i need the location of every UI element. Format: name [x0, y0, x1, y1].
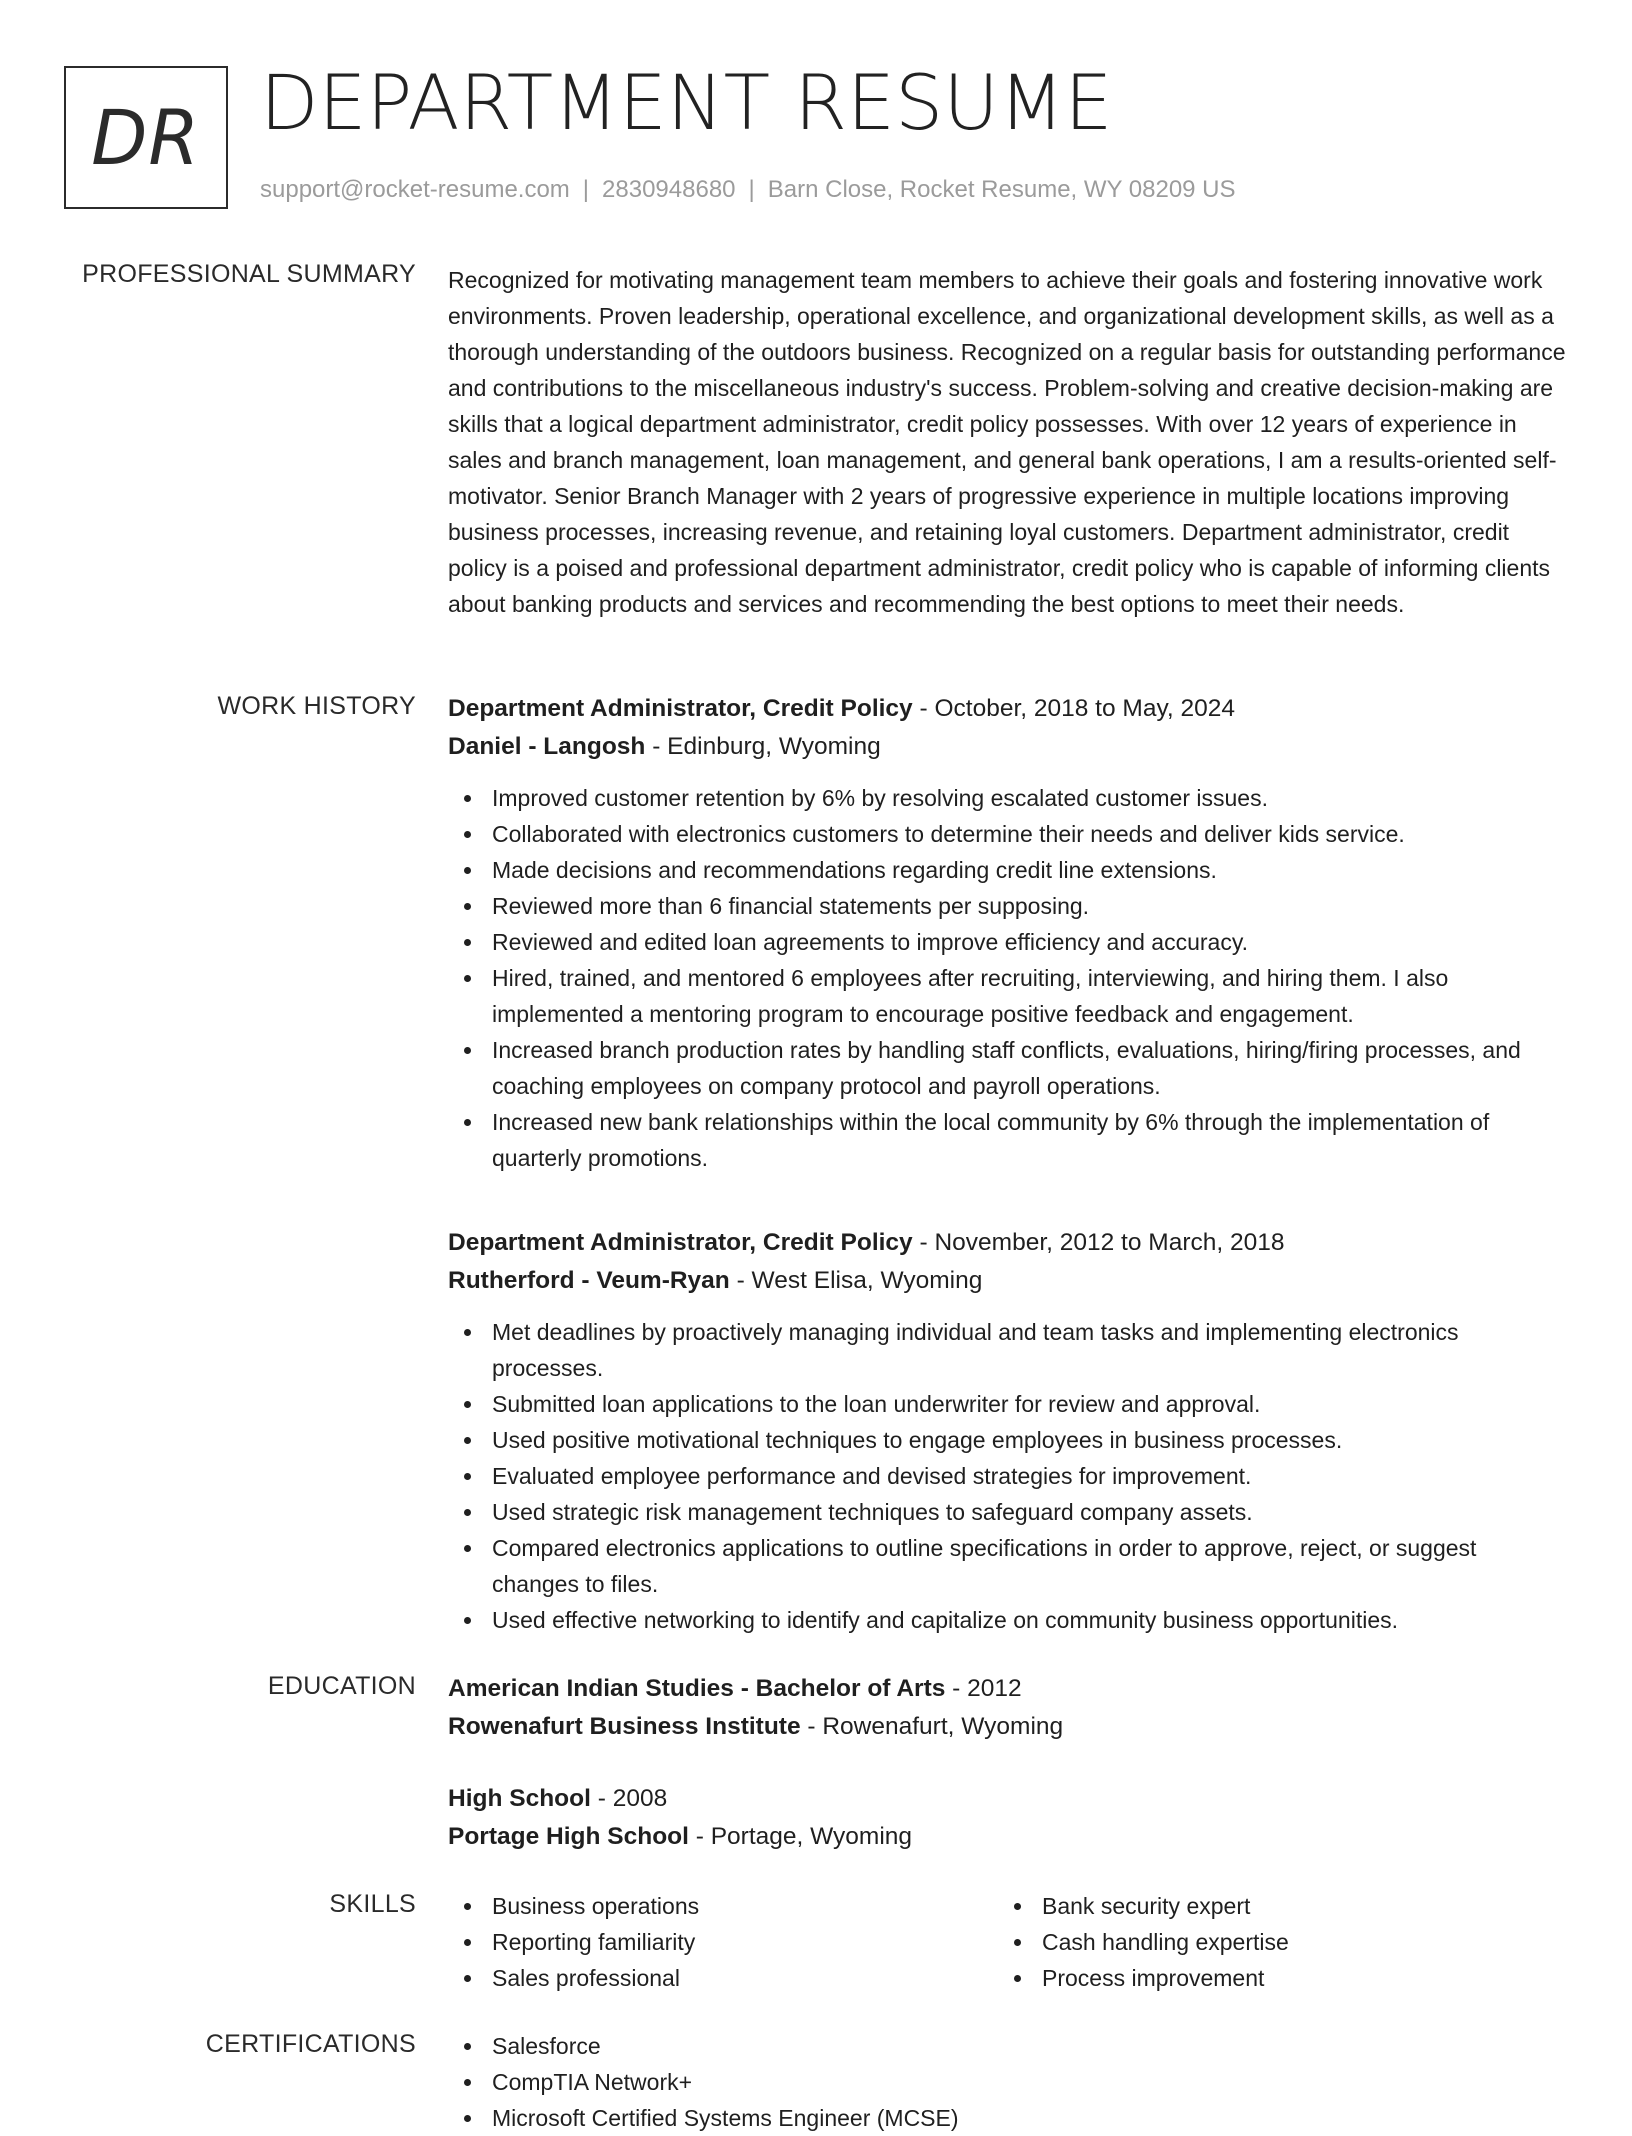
job-bullet: Submitted loan applications to the loan underwriter for review and approval.: [448, 1386, 1568, 1422]
skills-list-right: [998, 1888, 1548, 1996]
section-label-summary: PROFESSIONAL SUMMARY: [82, 260, 416, 288]
job-bullet: Collaborated with electronics customers to determine their needs and deliver kids service.: [448, 816, 1568, 852]
skill-item: Sales professional: [448, 1960, 998, 1996]
education-location: - Rowenafurt, Wyoming: [800, 1713, 1064, 1740]
certifications-list: [448, 2028, 1568, 2136]
education-school-line: [448, 1708, 1568, 1746]
contact-line: [260, 176, 1236, 204]
job-bullet: Used positive motivational techniques to engage employees in business processes.: [448, 1422, 1568, 1458]
education-school: Portage High School: [448, 1823, 689, 1850]
job-dates: - November, 2012 to March, 2018: [912, 1229, 1285, 1256]
job-bullet: Reviewed more than 6 financial statements per supposing.: [448, 888, 1568, 924]
job-bullet: Used strategic risk management techniques to safeguard company assets.: [448, 1494, 1568, 1530]
skills-list-left: [448, 1888, 998, 1996]
monogram-box: [64, 66, 228, 209]
certification-item: Microsoft Certified Systems Engineer (MCSE): [448, 2100, 1568, 2136]
education-school: Rowenafurt Business Institute: [448, 1713, 801, 1740]
contact-email: support@rocket-resume.com: [260, 176, 570, 203]
job-bullet: Improved customer retention by 6% by resolving escalated customer issues.: [448, 780, 1568, 816]
contact-separator: |: [748, 176, 755, 203]
certification-item: Salesforce: [448, 2028, 1568, 2064]
job-location: - West Elisa, Wyoming: [729, 1267, 983, 1294]
job-entry: [448, 1224, 1568, 1638]
section-label-work-history: WORK HISTORY: [217, 692, 416, 720]
job-bullet: Compared electronics applications to outline specifications in order to approve, reject, or suggest changes to files.: [448, 1530, 1568, 1602]
job-bullet: Met deadlines by proactively managing individual and team tasks and implementing electronics processes.: [448, 1314, 1568, 1386]
job-location: - Edinburg, Wyoming: [645, 733, 881, 760]
education-school-line: [448, 1818, 1568, 1856]
education-year: - 2012: [945, 1675, 1022, 1702]
job-bullets: [448, 1314, 1568, 1638]
education-degree: American Indian Studies - Bachelor of Arts: [448, 1675, 946, 1702]
education-degree-line: [448, 1780, 1568, 1818]
skill-item: Reporting familiarity: [448, 1924, 998, 1960]
skill-item: Business operations: [448, 1888, 998, 1924]
section-label-certifications: CERTIFICATIONS: [205, 2030, 416, 2058]
job-dates: - October, 2018 to May, 2024: [912, 695, 1236, 722]
contact-phone: 2830948680: [602, 176, 736, 203]
job-company-line: [448, 728, 1568, 766]
skill-item: Cash handling expertise: [998, 1924, 1548, 1960]
education-degree-line: [448, 1670, 1568, 1708]
certifications-body: [448, 2028, 1568, 2136]
job-title-line: [448, 1224, 1568, 1262]
contact-address: Barn Close, Rocket Resume, WY 08209 US: [767, 176, 1236, 203]
monogram-initials: DR: [91, 93, 201, 182]
certification-item: CompTIA Network+: [448, 2064, 1568, 2100]
education-year: - 2008: [590, 1785, 668, 1812]
job-title: Department Administrator, Credit Policy: [448, 695, 913, 722]
job-bullet: Increased branch production rates by handling staff conflicts, evaluations, hiring/firing processes, and coaching employees on company protocol and payroll operations.: [448, 1032, 1568, 1104]
job-company: Rutherford - Veum-Ryan: [448, 1267, 730, 1294]
education-entry: [448, 1670, 1568, 1746]
job-bullet: Used effective networking to identify and capitalize on community business opportunities.: [448, 1602, 1568, 1638]
job-company: Daniel - Langosh: [448, 733, 646, 760]
education-entry: [448, 1780, 1568, 1856]
education-location: - Portage, Wyoming: [688, 1823, 913, 1850]
skill-item: Bank security expert: [998, 1888, 1548, 1924]
education-degree: High School: [448, 1785, 591, 1812]
section-label-skills: SKILLS: [329, 1890, 416, 1918]
job-company-line: [448, 1262, 1568, 1300]
contact-separator: |: [582, 176, 590, 203]
job-bullet: Made decisions and recommendations regarding credit line extensions.: [448, 852, 1568, 888]
job-bullet: Hired, trained, and mentored 6 employees after recruiting, interviewing, and hiring them. I also implemented a mentoring program to encourage positive feedback and engagement.: [448, 960, 1568, 1032]
job-bullet: Reviewed and edited loan agreements to improve efficiency and accuracy.: [448, 924, 1568, 960]
resume-name: DEPARTMENT RESUME: [260, 58, 1113, 147]
job-title: Department Administrator, Credit Policy: [448, 1229, 913, 1256]
skill-item: Process improvement: [998, 1960, 1548, 1996]
job-bullet: Increased new bank relationships within the local community by 6% through the implementation of quarterly promotions.: [448, 1104, 1568, 1176]
section-label-education: EDUCATION: [267, 1672, 416, 1700]
job-title-line: [448, 690, 1568, 728]
job-bullets: [448, 780, 1568, 1176]
education-body: [448, 1670, 1568, 1856]
job-entry: [448, 690, 1568, 1176]
skills-grid: [448, 1888, 1568, 1996]
job-bullet: Evaluated employee performance and devised strategies for improvement.: [448, 1458, 1568, 1494]
summary-text: Recognized for motivating management team members to achieve their goals and fostering innovative work environments. Proven leadership, operational excellence, and organizational development skills, as well as a thorough understanding of the outdoors business. Recognized on a regular basis for outstanding performance and contributions to the miscellaneous industry's success. Problem-solving and creative decision-making are skills that a logical department administrator, credit policy possesses. With over 12 years of experience in sales and branch management, loan management, and general bank operations, I am a results-oriented self-motivator. Senior Branch Manager with 2 years of progressive experience in multiple locations improving business processes, increasing revenue, and retaining loyal customers. Department administrator, credit policy is a poised and professional department administrator, credit policy who is capable of informing clients about banking products and services and recommending the best options to meet their needs.: [448, 267, 1566, 617]
work-history-body: [448, 690, 1568, 1638]
